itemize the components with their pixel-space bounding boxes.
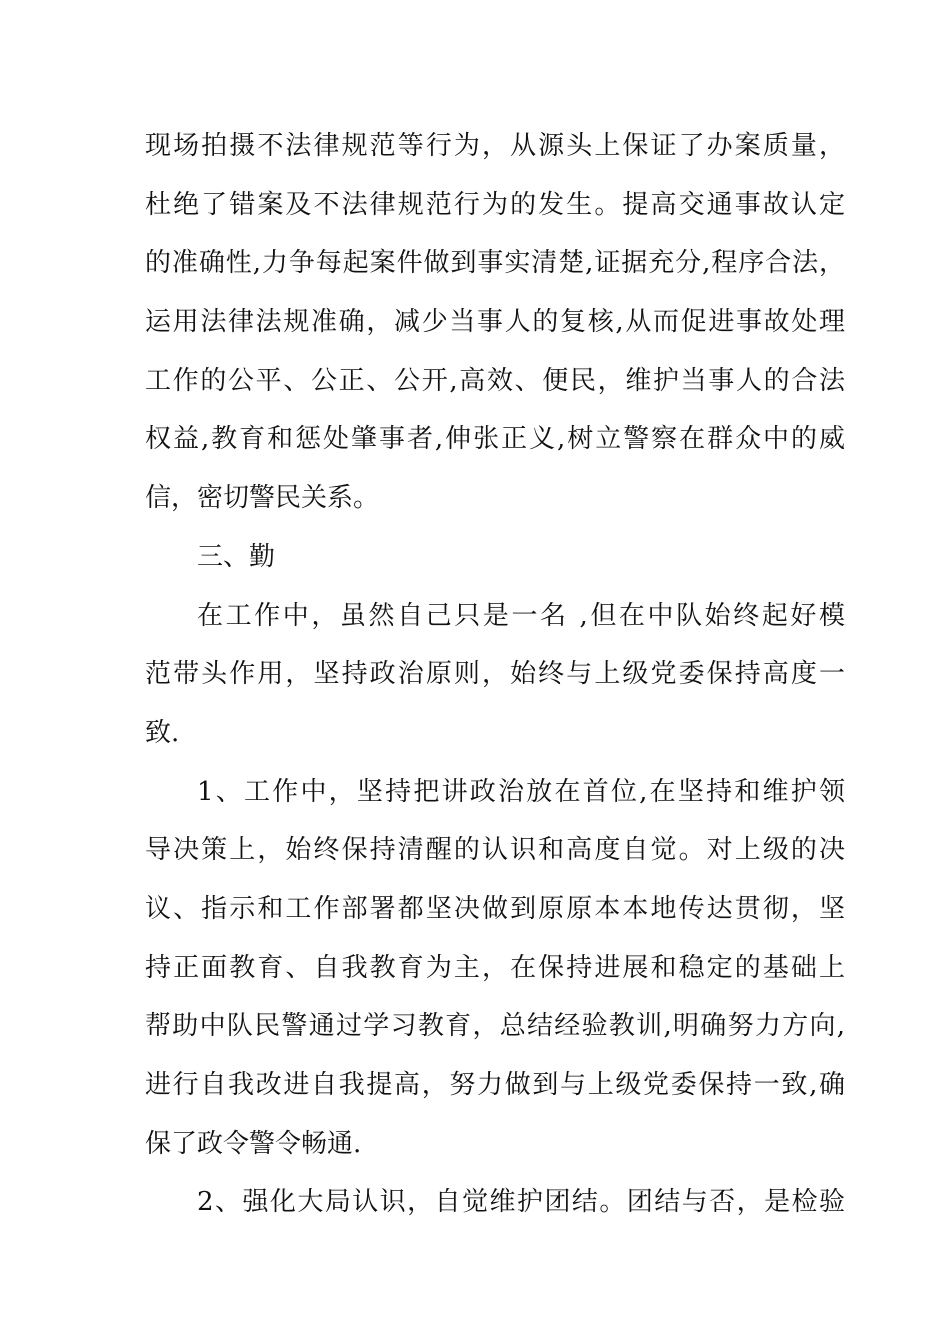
document-body bbox=[145, 117, 845, 1232]
text-line: 范带头作用，坚持政治原则，始终与上级党委保持高度一 bbox=[145, 659, 845, 690]
text-line: 在工作中，虽然自己只是一名 ,但在中队始终起好模 bbox=[197, 600, 845, 631]
text-line: 帮助中队民警通过学习教育，总结经验教训,明确努力方向, bbox=[145, 1011, 845, 1042]
text-line: 进行自我改进自我提高，努力做到与上级党委保持一致,确 bbox=[145, 1070, 845, 1100]
text-line: 持正面教育、自我教育为主，在保持进展和稳定的基础上 bbox=[145, 952, 845, 983]
text-line: 权益,教育和惩处肇事者,伸张正义,树立警察在群众中的威 bbox=[145, 424, 845, 455]
text-line: 工作的公平、公正、公开,高效、便民，维护当事人的合法 bbox=[145, 365, 845, 396]
text-line: 2、强化大局认识，自觉维护团结。团结与否，是检验 bbox=[197, 1187, 845, 1218]
text-line: 运用法律法规准确，减少当事人的复核,从而促进事故处理 bbox=[145, 307, 845, 338]
section-heading: 三、勤 bbox=[197, 541, 276, 572]
text-line: 保了政令警令畅通. bbox=[145, 1128, 362, 1159]
text-line: 导决策上，始终保持清醒的认识和高度自觉。对上级的决 bbox=[145, 835, 845, 866]
text-line: 杜绝了错案及不法律规范行为的发生。提高交通事故认定 bbox=[145, 189, 845, 220]
text-line: 信，密切警民关系。 bbox=[145, 483, 380, 514]
text-line: 1、工作中，坚持把讲政治放在首位,在坚持和维护领 bbox=[197, 776, 845, 807]
text-line: 的准确性,力争每起案件做到事实清楚,证据充分,程序合法， bbox=[145, 248, 845, 279]
text-line: 议、指示和工作部署都坚决做到原原本本地传达贯彻，坚 bbox=[145, 893, 845, 924]
text-line: 现场拍摄不法律规范等行为，从源头上保证了办案质量， bbox=[145, 131, 845, 161]
text-line: 致. bbox=[145, 717, 180, 748]
